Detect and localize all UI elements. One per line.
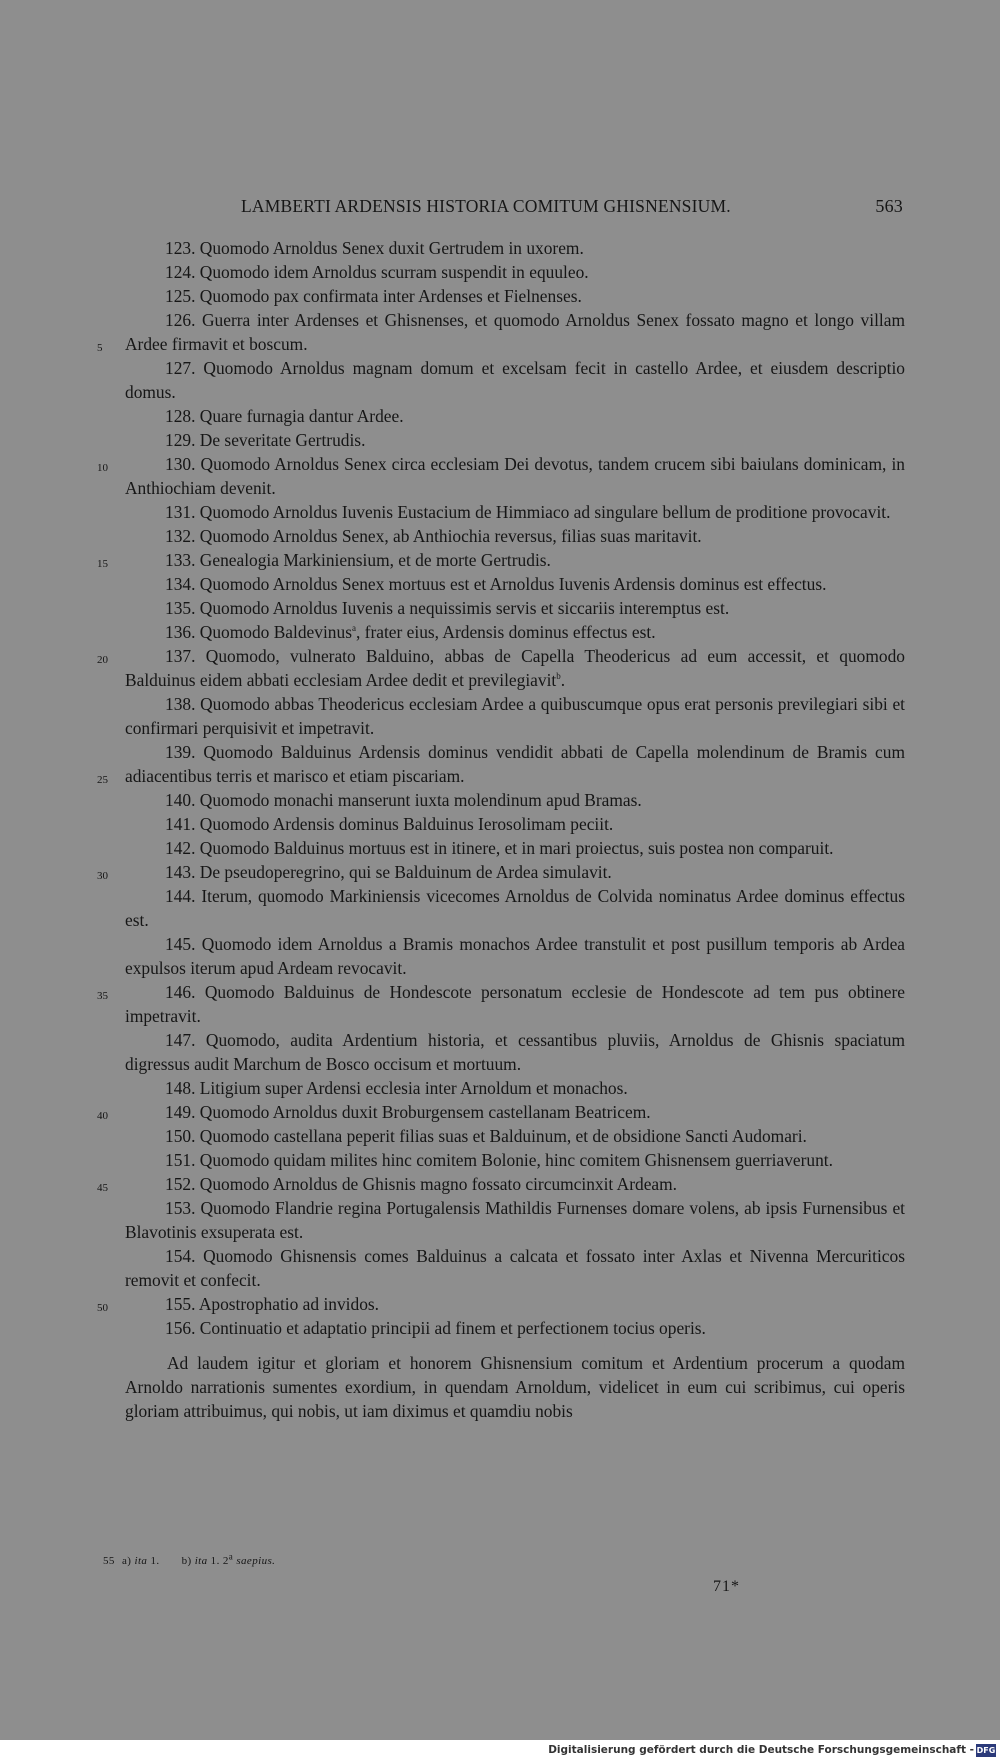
entry-number: 147.: [165, 1030, 196, 1050]
footnote-marker: b: [556, 671, 561, 682]
footnote-b-sup: a: [228, 1551, 234, 1562]
entry-text: Quare furnagia dantur Ardee.: [199, 406, 404, 426]
entry-number: 138.: [165, 694, 196, 714]
entry-text: Quomodo Arnoldus Iuvenis Eustacium de Himmiaco ad singulare bellum de proditione provocavit.: [199, 502, 891, 522]
entry-number: 143.: [165, 862, 196, 882]
toc-entry: [125, 500, 905, 524]
entry-number: 151.: [165, 1150, 196, 1170]
entry-text: Quomodo Arnoldus duxit Broburgensem castellanam Beatricem.: [199, 1102, 651, 1122]
footnote-b-ref: 1. 2: [210, 1555, 229, 1567]
toc-entry: [125, 1316, 905, 1340]
entry-text: Quomodo pax confirmata inter Ardenses et Fielnenses.: [199, 286, 582, 306]
toc-entry: [125, 1124, 905, 1148]
margin-line-number: 25: [97, 774, 108, 786]
entry-text: Quomodo Arnoldus Senex circa ecclesiam Dei devotus, tandem crucem sibi baiulans dominicam, in Anthiochiam devenit.: [125, 454, 905, 498]
entry-text: Quomodo Arnoldus Iuvenis a nequissimis servis et siccariis interemptus est.: [199, 598, 730, 618]
entry-number: 126.: [165, 310, 196, 330]
entry-number: 125.: [165, 286, 196, 306]
entry-text: Apostrophatio ad invidos.: [198, 1294, 380, 1314]
entry-number: 139.: [165, 742, 196, 762]
toc-entry: [125, 1028, 905, 1076]
toc-entry: [125, 620, 905, 644]
footnote-a-ref: 1.: [150, 1555, 160, 1567]
margin-line-number: 50: [97, 1302, 108, 1314]
margin-line-number: 45: [97, 1182, 108, 1194]
entry-text: De severitate Gertrudis.: [199, 430, 366, 450]
margin-line-number: 20: [97, 654, 108, 666]
entry-number: 134.: [165, 574, 196, 594]
entry-number: 146.: [165, 982, 196, 1002]
entry-number: 131.: [165, 502, 196, 522]
entry-number: 124.: [165, 262, 196, 282]
toc-entry: [125, 236, 905, 260]
dfg-logo: DFG: [976, 1746, 996, 1755]
entry-text: Quomodo idem Arnoldus a Bramis monachos Ardee transtulit et post pusillum temporis ab Ardea expulsos iterum apud Ardeam revocavit.: [125, 934, 906, 978]
entry-text: Quomodo Ghisnensis comes Balduinus a calcata et fossato inter Axlas et Nivenna Mercuriticos removit et confecit.: [125, 1246, 905, 1290]
entry-text: Quomodo Arnoldus Senex mortuus est et Arnoldus Iuvenis Ardensis dominus est effectus.: [199, 574, 827, 594]
toc-entry: [125, 404, 905, 428]
toc-entry: [125, 1196, 905, 1244]
toc-entry: [97, 548, 905, 572]
toc-entry: [125, 596, 905, 620]
footnote-line-number: 55: [103, 1555, 115, 1567]
entry-number: 123.: [165, 238, 196, 258]
entry-text: Quomodo Ardensis dominus Balduinus Ierosolimam peciit.: [199, 814, 614, 834]
entry-number: 127.: [165, 358, 196, 378]
entry-number: 128.: [165, 406, 196, 426]
entry-number: 150.: [165, 1126, 196, 1146]
toc-entry: [125, 1148, 905, 1172]
toc-entry: [125, 428, 905, 452]
toc-entry: [125, 524, 905, 548]
entry-number: 140.: [165, 790, 196, 810]
entry-number: 155.: [165, 1294, 196, 1314]
toc-entry: [125, 884, 905, 932]
toc-entry: [97, 980, 905, 1028]
entry-text: Continuatio et adaptatio principii ad finem et perfectionem tocius operis.: [199, 1318, 706, 1338]
entry-text: Quomodo Balduinus Ardensis dominus vendidit abbati de Capella molendinum de Bramis cum adiacentibus terris et marisco et etiam piscariam.: [125, 742, 905, 786]
entry-number: 156.: [165, 1318, 196, 1338]
page-number: 563: [875, 196, 903, 216]
toc-entry: [125, 1076, 905, 1100]
entry-text: Quomodo Arnoldus de Ghisnis magno fossato circumcinxit Ardeam.: [199, 1174, 678, 1194]
entry-text: Quomodo Flandrie regina Portugalensis Mathildis Furnenses domare volens, ab ipsis Furnensibus et Blavotinis exsuperata est.: [125, 1198, 905, 1242]
margin-line-number: 15: [97, 558, 108, 570]
margin-line-number: 30: [97, 870, 108, 882]
entry-number: 149.: [165, 1102, 196, 1122]
toc-entry: [125, 836, 905, 860]
entry-text: Quomodo Arnoldus Senex duxit Gertrudem in uxorem.: [199, 238, 584, 258]
toc-entry: [125, 284, 905, 308]
signature-mark: 71*: [713, 1578, 740, 1595]
toc-entry: [125, 572, 905, 596]
footnotes: [103, 1551, 803, 1567]
entry-number: 152.: [165, 1174, 196, 1194]
entry-text: Quomodo Baldevinus: [199, 622, 352, 642]
toc-entry: [97, 1100, 905, 1124]
text-column: [97, 236, 906, 1423]
toc-entry: [125, 1244, 905, 1292]
entry-text: Quomodo, audita Ardentium historia, et cessantibus pluviis, Arnoldus de Ghisnis spaciatum digressus audit Marchum de Bosco occisum et mortuum.: [125, 1030, 905, 1074]
entry-number: 136.: [165, 622, 196, 642]
entry-number: 153.: [165, 1198, 196, 1218]
toc-entry: [125, 356, 905, 404]
entry-number: 129.: [165, 430, 196, 450]
margin-line-number: 10: [97, 462, 108, 474]
footer-bar: [0, 1740, 1000, 1761]
entry-text: Iterum, quomodo Markiniensis vicecomes Arnoldus de Colvida nominatus Ardee dominus effectus est.: [125, 886, 905, 930]
running-header: [123, 196, 903, 224]
entry-text: Quomodo quidam milites hinc comitem Bolonie, hinc comitem Ghisnensem guerriaverunt.: [199, 1150, 833, 1170]
footnote-a-text: ita: [134, 1555, 148, 1567]
footnote-a-label: a): [121, 1555, 132, 1567]
entry-text: Quomodo idem Arnoldus scurram suspendit in equuleo.: [199, 262, 589, 282]
footnote-marker: a: [351, 623, 356, 634]
toc-entry: [97, 740, 905, 788]
entry-text: Quomodo Balduinus de Hondescote personatum ecclesie de Hondescote ad tem pus obtinere impetravit.: [125, 982, 905, 1026]
toc-entry: [97, 860, 905, 884]
entry-number: 144.: [165, 886, 196, 906]
toc-entry: [125, 260, 905, 284]
toc-entry: [125, 692, 905, 740]
entry-text: Quomodo, vulnerato Balduino, abbas de Capella Theodericus ad eum accessit, et quomodo Balduinus eidem abbati ecclesiam Ardee dedit et previlegiavit: [125, 646, 905, 690]
entry-number: 130.: [165, 454, 196, 474]
entry-text: Quomodo Arnoldus Senex, ab Anthiochia reversus, filias suas maritavit.: [199, 526, 702, 546]
entry-text: Genealogia Markiniensium, et de morte Gertrudis.: [199, 550, 551, 570]
toc-entry: [125, 788, 905, 812]
footnote-b-text: ita: [194, 1555, 208, 1567]
footnote-b-label: b): [181, 1555, 192, 1567]
entry-number: 133.: [165, 550, 196, 570]
entry-number: 141.: [165, 814, 196, 834]
margin-line-number: 5: [97, 342, 103, 354]
entry-text: Quomodo Arnoldus magnam domum et excelsam fecit in castello Ardee, et eiusdem descriptio domus.: [125, 358, 905, 402]
entry-number: 135.: [165, 598, 196, 618]
footer-credit: Digitalisierung gefördert durch die Deutsche Forschungsgemeinschaft -: [548, 1744, 974, 1756]
entry-text: Quomodo castellana peperit filias suas et Balduinum, et de obsidione Sancti Audomari.: [199, 1126, 807, 1146]
footnote-b-tail: saepius.: [236, 1555, 276, 1567]
toc-entry: [97, 452, 905, 500]
entry-text: Quomodo abbas Theodericus ecclesiam Ardee a quibuscumque opus erat personis previlegiari sibi et confirmari perquisivit et impetravit.: [125, 694, 905, 738]
entry-text: De pseudoperegrino, qui se Balduinum de Ardea simulavit.: [199, 862, 612, 882]
entry-number: 137.: [165, 646, 196, 666]
toc-entry: [125, 932, 905, 980]
running-title: LAMBERTI ARDENSIS HISTORIA COMITUM GHISNENSIUM.: [241, 196, 731, 216]
entry-text: Guerra inter Ardenses et Ghisnenses, et quomodo Arnoldus Senex fossato magno et longo villam Ardee firmavit et boscum.: [125, 310, 905, 354]
entry-text-tail: .: [560, 670, 566, 690]
toc-entry: [97, 644, 905, 692]
entry-number: 132.: [165, 526, 196, 546]
toc-entry: [97, 1292, 905, 1316]
margin-line-number: 35: [97, 990, 108, 1002]
toc-entry: [97, 1172, 905, 1196]
toc-entry: [125, 812, 905, 836]
entry-text: Quomodo monachi manserunt iuxta molendinum apud Bramas.: [199, 790, 642, 810]
entry-number: 148.: [165, 1078, 196, 1098]
margin-line-number: 40: [97, 1110, 108, 1122]
entry-number: 145.: [165, 934, 196, 954]
toc-entry: [97, 308, 905, 356]
entry-number: 154.: [165, 1246, 196, 1266]
entry-text: Quomodo Balduinus mortuus est in itinere, et in mari proiectus, suis postea non comparuit.: [199, 838, 834, 858]
closing-paragraph: Ad laudem igitur et gloriam et honorem Ghisnensium comitum et Ardentium procerum a quodam Arnoldo narrationis sumentes exordium, in quendam Arnoldum, videlicet in eum cui scribimus, cui operis gloriam attribuimus, qui nobis, ut iam diximus et quamdiu nobis: [125, 1353, 905, 1421]
entry-text-tail: , frater eius, Ardensis dominus effectus est.: [355, 622, 656, 642]
entry-number: 142.: [165, 838, 196, 858]
entry-text: Litigium super Ardensi ecclesia inter Arnoldum et monachos.: [199, 1078, 628, 1098]
